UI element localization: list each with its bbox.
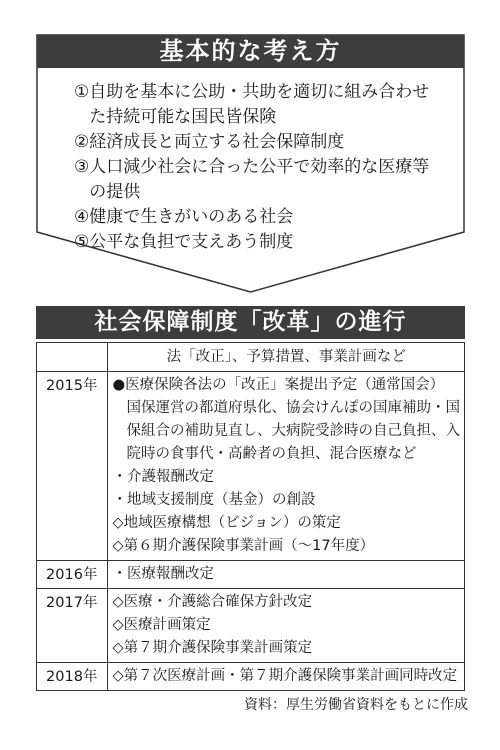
year-header-cell: [37, 343, 108, 372]
schedule-line: 保組合の補助見直し、大病院受診時の自己負担、入: [126, 423, 460, 439]
principle-number: ⑤: [74, 232, 90, 252]
schedule-line: ◇医療・介護総合確保方針改定: [112, 594, 313, 610]
principle-item: [74, 80, 454, 130]
principle-number: ④: [74, 207, 90, 227]
principle-item: [74, 155, 454, 205]
principle-text: 健康で生きがいのある社会: [89, 207, 294, 227]
schedule-line: ◇地域医療構想（ビジョン）の策定: [112, 515, 341, 531]
principle-item: [74, 130, 454, 155]
principle-text: た持続可能な国民皆保険: [89, 107, 277, 127]
table-row: [37, 663, 465, 691]
schedule-line: ・医療報酬改定: [112, 566, 214, 582]
principles-list: [74, 80, 454, 255]
year-cell: 2018年: [37, 663, 108, 691]
schedule-cell: [107, 589, 465, 663]
table-header: 法「改正」、予算措置、事業計画など: [107, 343, 465, 372]
schedule-line: ◇第６期介護保険事業計画（〜17年度）: [112, 538, 375, 554]
principle-number: ②: [74, 132, 90, 152]
principle-item: [74, 205, 454, 230]
reform-schedule-table: [36, 342, 465, 691]
schedule-cell: [107, 561, 465, 589]
reform-progress-title: 社会保障制度「改革」の進行: [36, 306, 465, 339]
principle-text: 公平な負担で支えあう制度: [89, 232, 294, 252]
principle-text: 人口減少社会に合った公平で効率的な医療等: [89, 157, 430, 177]
table-row: [37, 589, 465, 663]
schedule-cell: [107, 663, 465, 691]
year-cell: 2016年: [37, 561, 108, 589]
table-row: [37, 372, 465, 561]
year-cell: 2015年: [37, 372, 108, 561]
principle-number: ③: [74, 157, 90, 177]
principle-text: 経済成長と両立する社会保障制度: [89, 132, 345, 152]
table-header-row: [37, 343, 465, 372]
schedule-line: ・地域支援制度（基金）の創設: [112, 492, 316, 508]
schedule-line: ◇第７次医療計画・第７期介護保険事業計画同時改定: [112, 668, 458, 684]
schedule-line: ●医療保険各法の「改正」案提出予定（通常国会）: [112, 377, 445, 393]
principle-item: [74, 230, 454, 255]
table-row: [37, 561, 465, 589]
principle-number: ①: [74, 82, 90, 102]
schedule-line: 国保運営の都道府県化、協会けんぽの国庫補助・国: [126, 400, 460, 416]
year-cell: 2017年: [37, 589, 108, 663]
schedule-line: 院時の食事代・高齢者の負担、混合医療など: [126, 446, 417, 462]
principles-title: 基本的な考え方: [159, 37, 342, 65]
schedule-line: ・介護報酬改定: [112, 469, 214, 485]
schedule-line: ◇医療計画策定: [112, 617, 211, 633]
schedule-line: ◇第７期介護保険事業計画策定: [112, 640, 313, 656]
principle-text: 自助を基本に公助・共助を適切に組み合わせ: [89, 82, 430, 102]
schedule-cell: [107, 372, 465, 561]
source-note: 資料：厚生労働省資料をもとに作成: [244, 697, 468, 713]
principle-text: の提供: [89, 182, 141, 202]
